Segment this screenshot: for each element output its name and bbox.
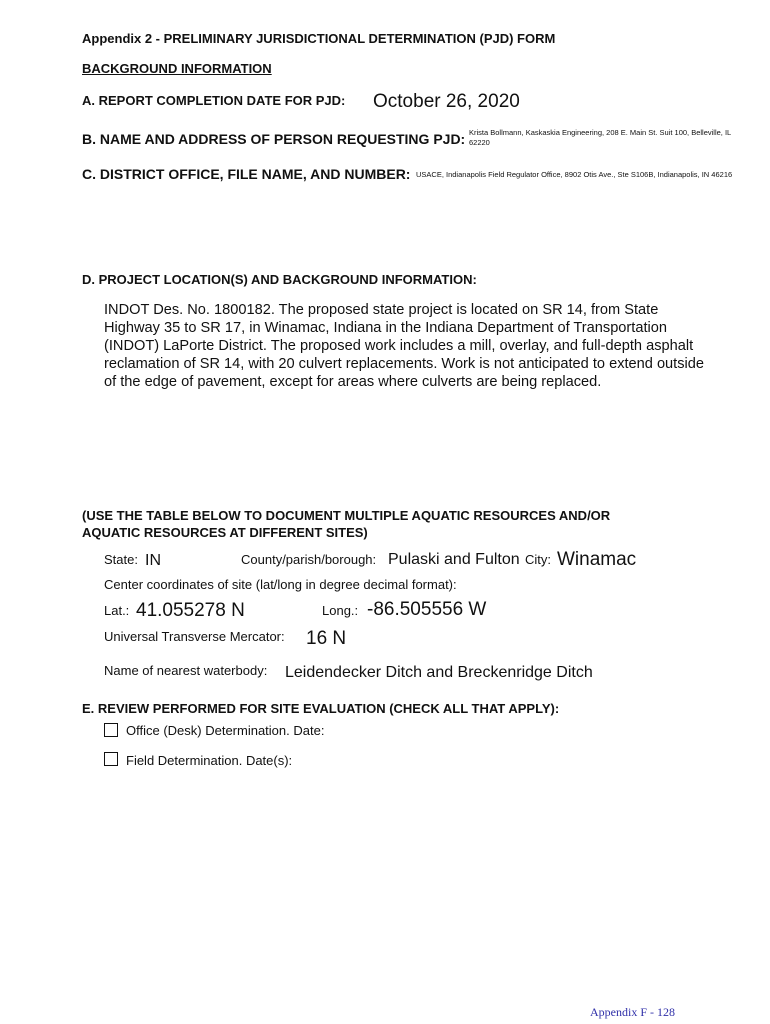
- page-footer-label: Appendix F - 128: [590, 1005, 675, 1019]
- review-performed-label: E. REVIEW PERFORMED FOR SITE EVALUATION (CHECK ALL THAT APPLY):: [82, 701, 560, 716]
- office-determination-checkbox[interactable]: [104, 723, 118, 737]
- field-determination-label: Field Determination. Date(s):: [126, 753, 293, 768]
- state-label: State:: [104, 552, 138, 567]
- county-value: Pulaski and Fulton: [388, 551, 520, 568]
- section-heading-background: BACKGROUND INFORMATION: [82, 61, 272, 76]
- form-title: Appendix 2 - PRELIMINARY JURISDICTIONAL DETERMINATION (PJD) FORM: [82, 31, 556, 46]
- report-date-value: October 26, 2020: [373, 91, 520, 112]
- table-instruction-line1: (USE THE TABLE BELOW TO DOCUMENT MULTIPLE AQUATIC RESOURCES AND/OR: [82, 508, 611, 523]
- waterbody-value: Leidendecker Ditch and Breckenridge Ditch: [285, 664, 593, 681]
- project-description: INDOT Des. No. 1800182. The proposed state project is located on SR 14, from State Highway 35 to SR 17, in Winamac, Indiana in the Indiana Department of Transportation (INDOT) LaPorte District. The proposed work includes a mill, overlay, and full-depth asphalt reclamation of SR 14, with 20 culvert replacements. Work is not anticipated to extend outside of the edge of pavement, except for areas where culverts are being replaced.: [104, 302, 705, 390]
- field-determination-checkbox[interactable]: [104, 752, 118, 766]
- utm-label: Universal Transverse Mercator:: [104, 629, 285, 644]
- requester-label: B. NAME AND ADDRESS OF PERSON REQUESTING PJD:: [82, 131, 466, 147]
- table-instruction-line2: AQUATIC RESOURCES AT DIFFERENT SITES): [82, 525, 368, 540]
- district-office-value: USACE, Indianapolis Field Regulator Office, 8902 Otis Ave., Ste S106B, Indianapolis, IN 46216: [416, 170, 733, 179]
- utm-value: 16 N: [306, 628, 347, 649]
- office-determination-label: Office (Desk) Determination. Date:: [126, 723, 325, 738]
- city-label: City:: [525, 552, 551, 567]
- latitude-label: Lat.:: [104, 603, 130, 618]
- city-value: Winamac: [557, 549, 637, 570]
- coordinates-label: Center coordinates of site (lat/long in degree decimal format):: [104, 577, 457, 592]
- longitude-label: Long.:: [322, 603, 359, 618]
- requester-value: Krista Bollmann, Kaskaskia Engineering, 208 E. Main St. Suit 100, Belleville, IL 62220: [469, 128, 731, 147]
- project-location-label: D. PROJECT LOCATION(S) AND BACKGROUND INFORMATION:: [82, 272, 477, 287]
- state-value: IN: [145, 552, 161, 569]
- county-label: County/parish/borough:: [241, 552, 377, 567]
- waterbody-label: Name of nearest waterbody:: [104, 663, 268, 678]
- longitude-value: -86.505556 W: [367, 599, 487, 620]
- report-date-label: A. REPORT COMPLETION DATE FOR PJD:: [82, 93, 346, 108]
- latitude-value: 41.055278 N: [136, 600, 245, 621]
- district-office-label: C. DISTRICT OFFICE, FILE NAME, AND NUMBER:: [82, 166, 411, 182]
